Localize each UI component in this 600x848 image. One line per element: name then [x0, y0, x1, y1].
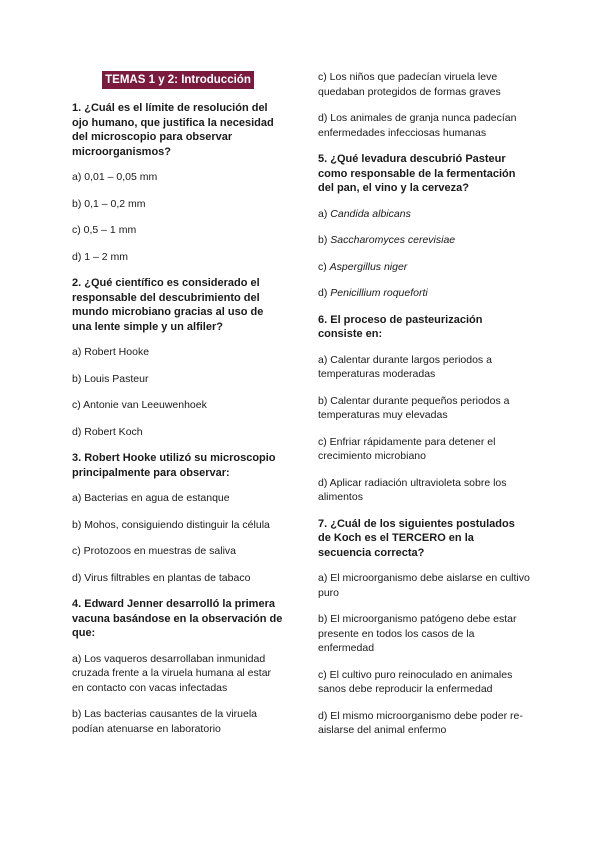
question-text: 2. ¿Qué científico es considerado el responsable del descubrimiento del mundo microbiano gracias al uso de una lente simple y un alfiler? — [72, 277, 264, 333]
option-prefix: a) — [318, 207, 331, 220]
question-text: 6. El proceso de pasteurización consiste en: — [318, 313, 483, 340]
option-b: b) Mohos, consiguiendo distinguir la célula — [72, 518, 270, 531]
option-d: d) Virus filtrables en plantas de tabaco — [72, 571, 251, 584]
section-header — [72, 70, 284, 89]
question-3 — [72, 451, 284, 585]
option-b: b) Calentar durante pequeños periodos a temperaturas muy elevadas — [318, 394, 510, 421]
option-d: d) Aplicar radiación ultravioleta sobre los alimentos — [318, 476, 507, 503]
option-b: b) Louis Pasteur — [72, 372, 149, 385]
option-prefix: c) — [318, 260, 330, 273]
question-1 — [72, 101, 284, 264]
option-c: c) Protozoos en muestras de saliva — [72, 545, 236, 557]
species-name: Penicillium roqueforti — [330, 287, 428, 299]
option-b — [318, 233, 530, 248]
option-c: c) El cultivo puro reinoculado en animales sanos debe reproducir la enfermedad — [318, 668, 513, 695]
species-name: Candida albicans — [330, 207, 411, 220]
option-d: d) 1 – 2 mm — [72, 250, 129, 263]
option-d: d) Los animales de granja nunca padecían enfermedades infecciosas humanas — [318, 112, 517, 139]
question-4-continued — [318, 70, 530, 140]
option-a: a) Bacterias en agua de estanque — [72, 492, 230, 504]
option-d: d) Robert Koch — [72, 425, 143, 438]
question-4 — [72, 597, 284, 736]
option-b: b) El microorganismo patógeno debe estar presente en todos los casos de la enfermedad — [318, 613, 517, 654]
question-7 — [318, 517, 530, 738]
question-text: 7. ¿Cuál de los siguientes postulados de Koch es el TERCERO en la secuencia correcta? — [318, 517, 515, 559]
section-title: TEMAS 1 y 2: Introducción — [102, 71, 254, 89]
option-a: a) El microorganismo debe aislarse en cultivo puro — [318, 572, 530, 599]
option-c — [318, 260, 530, 275]
option-a: a) Calentar durante largos periodos a temperaturas moderadas — [318, 353, 492, 380]
right-column — [318, 70, 530, 750]
option-prefix: b) — [318, 234, 331, 246]
left-column — [72, 70, 284, 748]
option-d: d) El mismo microorganismo debe poder re-aislarse del animal enfermo — [318, 709, 523, 736]
option-a — [318, 207, 530, 222]
option-a: a) Los vaqueros desarrollaban inmunidad cruzada frente a la viruela humana al estar en contacto con vacas infectadas — [72, 652, 272, 694]
option-b: b) 0,1 – 0,2 mm — [72, 197, 146, 210]
question-5 — [318, 152, 530, 301]
option-b: b) Las bacterias causantes de la viruela podían atenuarse en laboratorio — [72, 708, 258, 735]
option-c: c) Los niños que padecían viruela leve quedaban protegidos de formas graves — [318, 71, 501, 98]
question-text: 1. ¿Cuál es el límite de resolución del ojo humano, que justifica la necesidad del microscopio para observar microorganismos? — [72, 102, 274, 158]
question-text: 4. Edward Jenner desarrolló la primera vacuna basándose en la observación de que: — [72, 598, 283, 639]
species-name: Saccharomyces cerevisiae — [330, 234, 456, 246]
question-2 — [72, 276, 284, 439]
question-6 — [318, 313, 530, 505]
option-c: c) Enfriar rápidamente para detener el crecimiento microbiano — [318, 435, 496, 462]
option-d — [318, 286, 530, 301]
question-text: 3. Robert Hooke utilizó su microscopio principalmente para observar: — [72, 452, 276, 479]
option-prefix: d) — [318, 287, 331, 299]
question-text: 5. ¿Qué levadura descubrió Pasteur como responsable de la fermentación del pan, el vino y la cerveza? — [318, 153, 516, 194]
species-name: Aspergillus niger — [329, 260, 408, 273]
option-a: a) Robert Hooke — [72, 346, 150, 358]
option-c: c) Antonie van Leeuwenhoek — [72, 399, 207, 411]
option-a: a) 0,01 – 0,05 mm — [72, 171, 158, 183]
option-c: c) 0,5 – 1 mm — [72, 224, 137, 236]
